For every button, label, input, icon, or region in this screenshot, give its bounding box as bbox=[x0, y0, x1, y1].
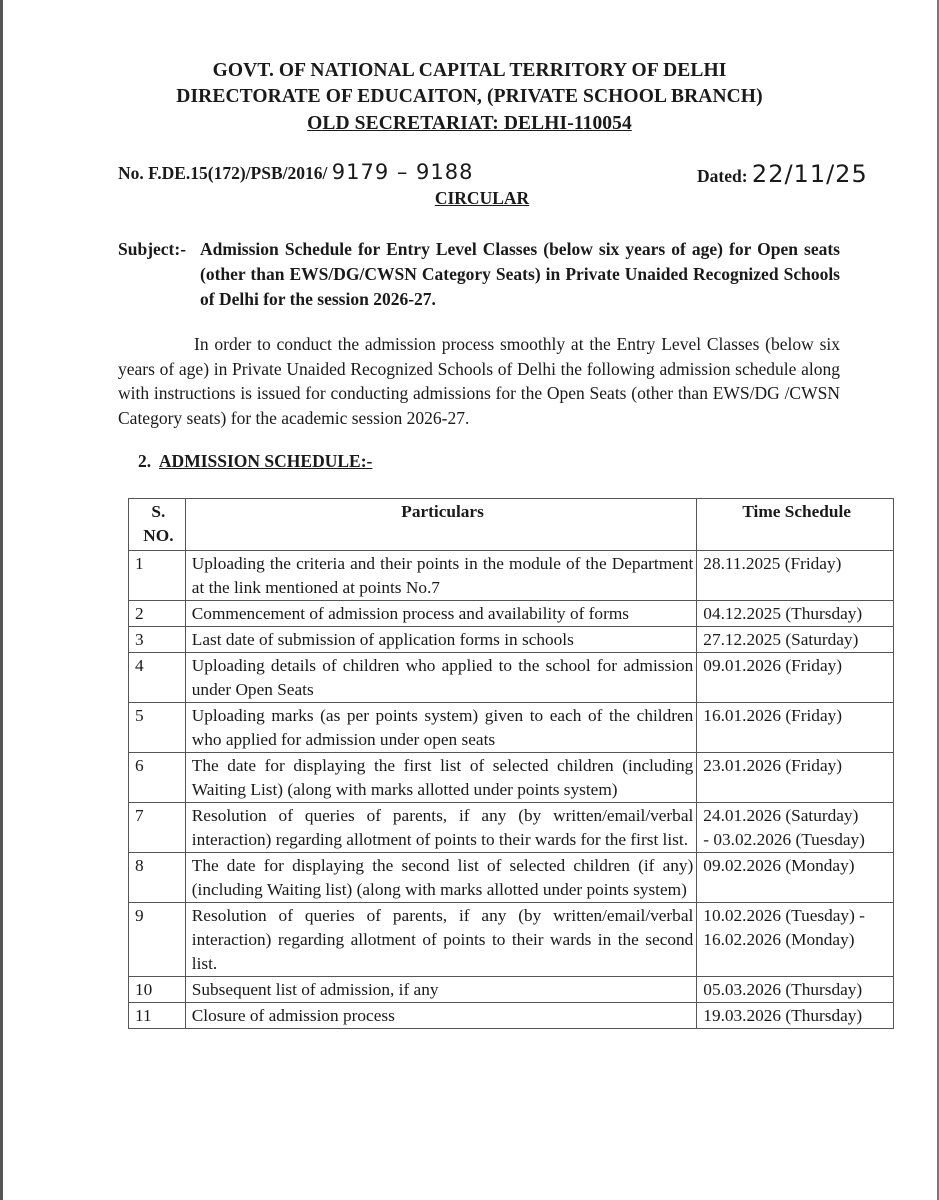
header-sno-line1: S. bbox=[151, 502, 166, 521]
admission-schedule-table bbox=[128, 498, 894, 1029]
dated-label: Dated: bbox=[697, 166, 748, 186]
row-time bbox=[697, 803, 894, 853]
header-particulars: Particulars bbox=[185, 499, 697, 551]
table-row bbox=[129, 977, 894, 1003]
row-serial: 10 bbox=[129, 977, 186, 1003]
row-time bbox=[697, 853, 894, 903]
handwritten-dispatch-number: 9179 – 9188 bbox=[331, 160, 474, 184]
table-row bbox=[129, 853, 894, 903]
row-time bbox=[697, 753, 894, 803]
row-time-start: 10.02.2026 (Tuesday) - bbox=[703, 906, 865, 925]
row-time-start: 16.01.2026 (Friday) bbox=[703, 706, 843, 725]
row-time-start: 04.12.2025 (Thursday) bbox=[703, 604, 863, 623]
table-row bbox=[129, 803, 894, 853]
header-address: OLD SECRETARIAT: DELHI-110054 bbox=[307, 113, 632, 134]
row-particulars: Uploading details of children who applied to the school for admission under Open Seats bbox=[185, 653, 697, 703]
row-time-start: 09.02.2026 (Monday) bbox=[703, 856, 855, 875]
row-serial: 4 bbox=[129, 653, 186, 703]
section-title: ADMISSION SCHEDULE:- bbox=[158, 451, 373, 471]
row-serial: 1 bbox=[129, 551, 186, 601]
row-particulars: The date for displaying the second list of selected children (if any) (including Waiting list) (along with marks allotted under points system) bbox=[185, 853, 697, 903]
dated-field bbox=[697, 160, 868, 188]
section-heading bbox=[138, 451, 372, 472]
row-serial: 2 bbox=[129, 601, 186, 627]
row-time bbox=[697, 653, 894, 703]
row-time-start: 09.01.2026 (Friday) bbox=[703, 656, 843, 675]
row-particulars: Closure of admission process bbox=[185, 1003, 697, 1029]
header-time-schedule: Time Schedule bbox=[697, 499, 894, 551]
handwritten-date: 22/11/25 bbox=[751, 160, 868, 188]
table-row bbox=[129, 653, 894, 703]
row-time bbox=[697, 627, 894, 653]
row-particulars: Resolution of queries of parents, if any (by written/email/verbal interaction) regarding allotment of points to their wards in the second list. bbox=[185, 903, 697, 977]
row-serial: 5 bbox=[129, 703, 186, 753]
subject-block bbox=[118, 237, 840, 312]
row-serial: 11 bbox=[129, 1003, 186, 1029]
row-particulars: The date for displaying the first list of selected children (including Waiting List) (along with marks allotted under points system) bbox=[185, 753, 697, 803]
table-header-row bbox=[129, 499, 894, 551]
header-sno-line2: NO. bbox=[143, 526, 174, 545]
row-serial: 3 bbox=[129, 627, 186, 653]
header-directorate: DIRECTORATE OF EDUCAITON, (PRIVATE SCHOOL BRANCH) bbox=[176, 86, 763, 107]
row-time bbox=[697, 1003, 894, 1029]
row-time bbox=[697, 703, 894, 753]
table-row bbox=[129, 903, 894, 977]
row-time bbox=[697, 601, 894, 627]
row-time-start: 24.01.2026 (Saturday) bbox=[703, 806, 859, 825]
row-time bbox=[697, 551, 894, 601]
table-row bbox=[129, 601, 894, 627]
row-serial: 7 bbox=[129, 803, 186, 853]
table-row bbox=[129, 551, 894, 601]
subject-label: Subject:- bbox=[118, 239, 187, 259]
row-serial: 6 bbox=[129, 753, 186, 803]
subject-text: Admission Schedule for Entry Level Classes (below six years of age) for Open seats (other than EWS/DG/CWSN Category Seats) in Private Unaided Recognized Schools of Delhi for the session 2026-27. bbox=[200, 239, 840, 309]
row-time-start: 19.03.2026 (Thursday) bbox=[703, 1006, 863, 1025]
header-serial-number bbox=[129, 499, 186, 551]
row-time-start: 23.01.2026 (Friday) bbox=[703, 756, 843, 775]
header-govt: GOVT. OF NATIONAL CAPITAL TERRITORY OF DELHI bbox=[212, 60, 727, 81]
row-particulars: Commencement of admission process and availability of forms bbox=[185, 601, 697, 627]
table-row bbox=[129, 753, 894, 803]
section-number: 2. bbox=[138, 451, 152, 471]
row-serial: 9 bbox=[129, 903, 186, 977]
row-time-start: 28.11.2025 (Friday) bbox=[703, 554, 842, 573]
document-type-heading: CIRCULAR bbox=[434, 188, 530, 208]
table-row bbox=[129, 703, 894, 753]
table-row bbox=[129, 627, 894, 653]
reference-prefix: No. F.DE.15(172)/PSB/2016/ bbox=[118, 163, 328, 183]
table-row bbox=[129, 1003, 894, 1029]
row-particulars: Subsequent list of admission, if any bbox=[185, 977, 697, 1003]
row-time bbox=[697, 903, 894, 977]
row-particulars: Last date of submission of application forms in schools bbox=[185, 627, 697, 653]
intro-paragraph: In order to conduct the admission process smoothly at the Entry Level Classes (below six years of age) in Private Unaided Recognized Schools of Delhi the following admission schedule along with instructions is issued for conducting admissions for the Open Seats (other than EWS/DG /CWSN Category seats) for the academic session 2026-27. bbox=[118, 334, 840, 428]
row-time-end: - 03.02.2026 (Tuesday) bbox=[703, 830, 865, 849]
row-time-start: 05.03.2026 (Thursday) bbox=[703, 980, 863, 999]
row-time bbox=[697, 977, 894, 1003]
row-time-start: 27.12.2025 (Saturday) bbox=[703, 630, 859, 649]
row-particulars: Uploading the criteria and their points in the module of the Department at the link mentioned at points No.7 bbox=[185, 551, 697, 601]
row-particulars: Uploading marks (as per points system) given to each of the children who applied for admission under open seats bbox=[185, 703, 697, 753]
row-serial: 8 bbox=[129, 853, 186, 903]
row-time-end: 16.02.2026 (Monday) bbox=[703, 930, 855, 949]
row-particulars: Resolution of queries of parents, if any (by written/email/verbal interaction) regarding allotment of points to their wards for the first list. bbox=[185, 803, 697, 853]
reference-number bbox=[118, 160, 474, 184]
